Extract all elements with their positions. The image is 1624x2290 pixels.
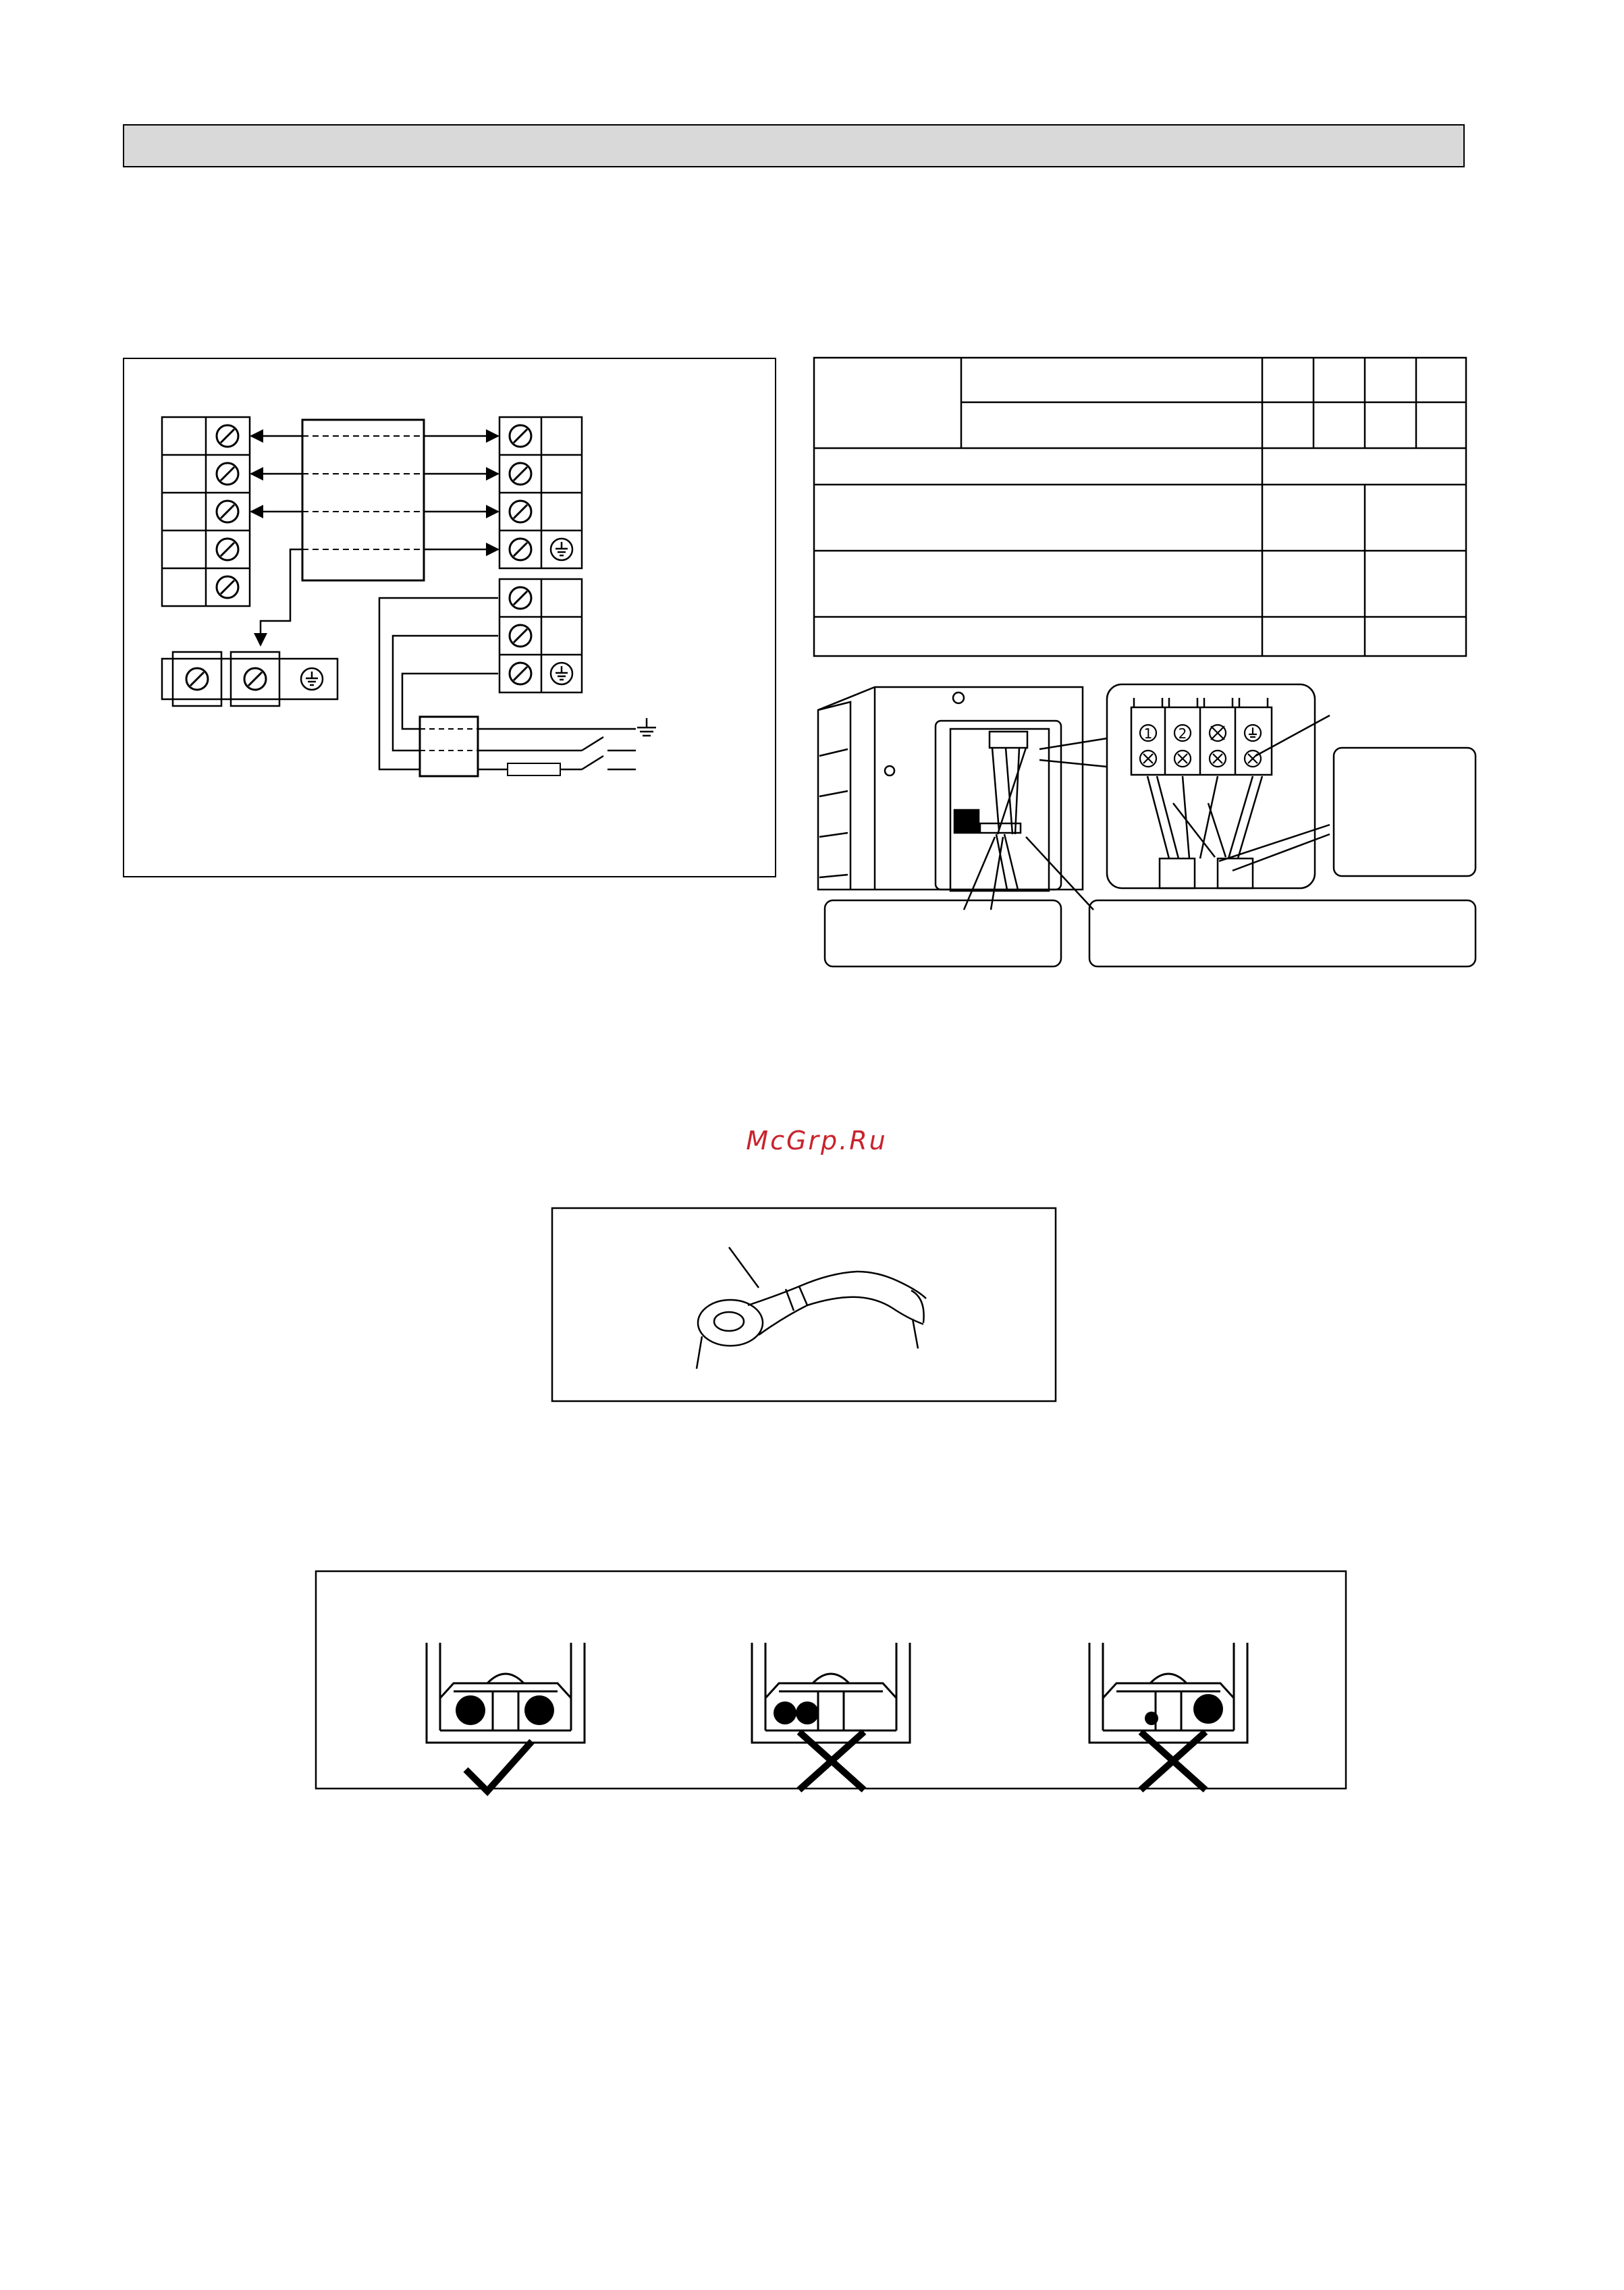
terminal-screw-icon <box>217 576 238 598</box>
callout-box-bottom <box>1089 900 1476 966</box>
callout-box-left <box>825 900 1061 966</box>
terminal-screw-icon <box>510 501 531 522</box>
indoor-terminal-block <box>162 417 250 606</box>
terminal-label-2: 2 <box>1178 726 1187 742</box>
terminal-screw-icon <box>510 425 531 447</box>
terminal-screw-icon <box>510 587 531 609</box>
terminal-screw-icon <box>217 539 238 560</box>
callout-box-right <box>1334 748 1476 876</box>
terminal-screw-icon <box>510 463 531 485</box>
watermark: McGrp.Ru <box>746 1126 888 1155</box>
terminal-screw-icon <box>217 501 238 522</box>
ground-symbol-icon <box>551 663 572 684</box>
outdoor-unit-illustration <box>818 687 1083 891</box>
connecting-cable-box <box>302 420 424 580</box>
terminal-screw-icon <box>510 663 531 684</box>
cross-mark-icon <box>1141 1732 1206 1790</box>
ground-symbol-icon <box>301 668 323 690</box>
terminal-label-1: 1 <box>1143 726 1153 742</box>
terminal-screw-icon <box>510 625 531 647</box>
outdoor-terminal-block-lower <box>499 579 582 692</box>
terminal-screw-icon <box>244 668 266 690</box>
check-mark-icon <box>466 1741 532 1791</box>
ring-terminal-panel <box>552 1208 1056 1401</box>
terminal-screw-icon <box>217 425 238 447</box>
clamp-wrong-uneven <box>1089 1643 1247 1743</box>
clamp-wrong-same-side <box>752 1643 910 1743</box>
terminal-zoom-inset <box>1107 684 1330 888</box>
terminal-screw-icon <box>217 463 238 485</box>
ring-terminal-icon <box>697 1247 926 1369</box>
cross-mark-icon <box>799 1732 864 1790</box>
terminal-screw-icon <box>510 539 531 560</box>
specification-table <box>814 358 1466 656</box>
terminal-screw-icon <box>186 668 208 690</box>
outdoor-terminal-block-upper <box>499 417 582 568</box>
clamp-correct <box>427 1643 585 1743</box>
ground-symbol-icon <box>551 539 572 560</box>
